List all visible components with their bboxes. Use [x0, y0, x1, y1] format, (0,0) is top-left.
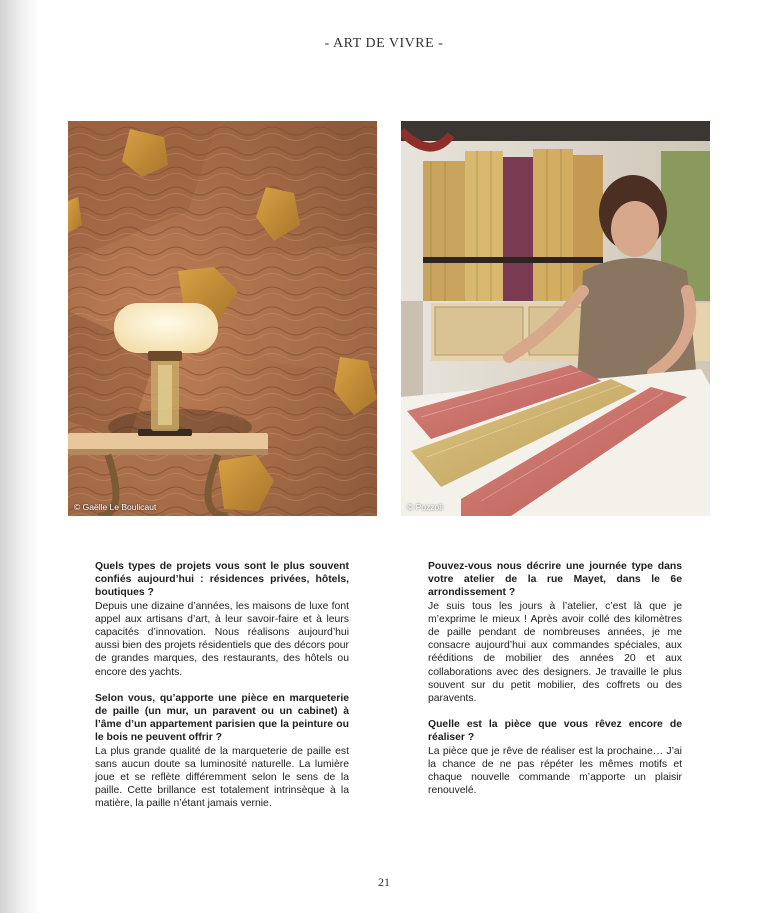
interview-question: Quelle est la pièce que vous rêvez encore de réaliser ? — [428, 719, 682, 744]
page-gutter-shadow — [0, 0, 40, 913]
interview-answer: La pièce que je rêve de réaliser est la prochaine… J’ai la chance de ne pas répéter les mêmes motifs et chaque nouvelle commande m’apporte un plaisir renouvelé. — [428, 745, 682, 797]
interview-question: Selon vous, qu’apporte une pièce en marqueterie de paille (un mur, un paravent ou un cabinet) à l’âme d’un appartement parisien que la peinture ou le bois ne peuvent offrir ? — [95, 692, 349, 744]
lamp-wall-illustration — [68, 121, 377, 516]
photo-lamp-marquetry-wall — [68, 121, 377, 516]
interview-answer: La plus grande qualité de la marqueterie de paille est sans aucun doute sa luminosité naturelle. La lumière joue et se reflète différemment selon le sens de la paille. Cette brillance est totalement intrinsèque à la matière, la paille n’étant jamais vernie. — [95, 745, 349, 810]
interview-question: Pouvez-vous nous décrire une journée type dans votre atelier de la rue Mayet, dans le 6e arrondissement ? — [428, 561, 682, 599]
workshop-illustration — [401, 121, 710, 516]
interview-question: Quels types de projets vous sont le plus souvent confiés aujourd’hui : résidences privées, hôtels, boutiques ? — [95, 561, 349, 599]
photo-credit-left: © Gaëlle Le Boulicaut — [74, 502, 157, 512]
photo-artisan-workshop — [401, 121, 710, 516]
interview-answer: Depuis une dizaine d’années, les maisons de luxe font appel aux artisans d’art, à leur savoir-faire et à leurs capacités d’innovation. Nous réalisons aujourd’hui aussi bien des projets résidentiels que des décors pour de grandes marques, des restaurants, des hôtels ou encore des yachts. — [95, 600, 349, 678]
interview-column-left — [95, 560, 349, 824]
section-header: - ART DE VIVRE - — [324, 36, 444, 51]
photo-credit-right: © Pozzoli — [407, 502, 444, 512]
interview-column-right — [428, 560, 682, 810]
interview-answer: Je suis tous les jours à l’atelier, c’est là que je m’exprime le mieux ! Après avoir collé des kilomètres de paille pendant de nombreuses années, je me consacre aujourd’hui aux commandes spéciales, aux rééditions de mobilier des années 20 et aux collaborations avec des designers. Je travaille le plus souvent sur du petit mobilier, des coffrets ou des paravents. — [428, 600, 682, 705]
page-number: 21 — [378, 875, 390, 889]
